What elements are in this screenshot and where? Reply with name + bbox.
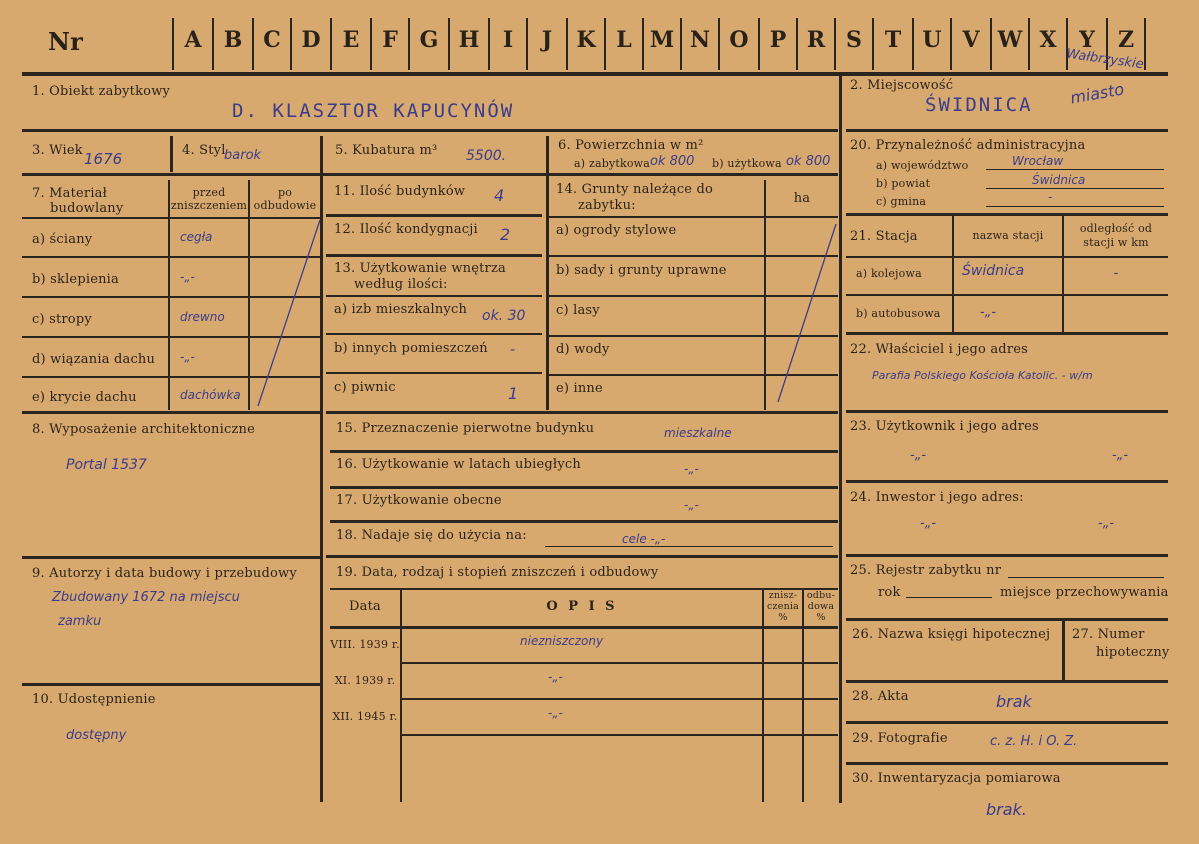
f7-row-value: drewno (180, 310, 225, 324)
f14-item: d) wody (556, 342, 610, 357)
f2-note: miasto (1068, 79, 1126, 108)
f26-label: 26. Nazwa księgi hipotecznej (852, 627, 1051, 642)
f13-c-label: c) piwnic (334, 380, 396, 395)
f10-label: 10. Udostępnienie (32, 692, 156, 707)
f27-label-1: 27. Numer (1072, 627, 1145, 642)
f4-value: barok (224, 148, 262, 163)
f5-value: 5500. (466, 148, 507, 164)
f26-f27-sep (1062, 620, 1065, 682)
f18-value: cele -„- (622, 532, 666, 546)
f7-col-after-2: odbudowie (253, 199, 317, 212)
f30-label: 30. Inwentaryzacja pomiarowa (852, 771, 1061, 786)
f28-rule (846, 721, 1168, 724)
letter-23: Y (1079, 27, 1095, 53)
f7-row-value: -„- (180, 270, 195, 284)
f24-value-2: -„- (1098, 516, 1115, 531)
letter-16: R (806, 27, 826, 53)
f24-label: 24. Inwestor i jego adres: (850, 490, 1024, 505)
f6-b-label: b) użytkowa (712, 157, 782, 170)
f21-head-rule (846, 256, 1168, 258)
f13-label-2: według ilości: (354, 277, 448, 292)
f21-col-name: nazwa stacji (972, 229, 1044, 242)
f19-row-date: XI. 1939 r. (334, 674, 396, 687)
f6-a-label: a) zabytkowa (574, 157, 651, 170)
f7-label-1: 7. Materiał (32, 186, 108, 201)
f6-a-value: ok 800 (650, 154, 695, 169)
f21-a-name: Świdnica (962, 263, 1025, 279)
f21-col-dist-1: odległość od (1079, 222, 1153, 235)
f3-label: 3. Wiek (32, 143, 83, 158)
f5-label: 5. Kubatura m³ (335, 143, 438, 158)
handwritten-region: Wałbrzyskie (1065, 46, 1145, 73)
f20-b-value: Świdnica (1032, 173, 1086, 187)
f16-rule (330, 486, 838, 489)
f17-label: 17. Użytkowanie obecne (336, 493, 502, 508)
f13-b-rule (326, 372, 542, 374)
f19-row-desc: -„- (548, 706, 563, 720)
f26-rule (846, 680, 1168, 683)
letter-11: L (616, 27, 632, 53)
f6-b-value: ok 800 (786, 154, 831, 169)
f18-rule (326, 555, 838, 558)
f13-label-1: 13. Użytkowanie wnętrza (334, 261, 506, 276)
f20-b-label: b) powiat (876, 177, 931, 190)
letter-12: M (649, 27, 675, 53)
f27-label-2: hipoteczny (1096, 645, 1170, 660)
f9-value-2: zamku (58, 614, 102, 629)
f7-row-label: d) wiązania dachu (32, 352, 156, 367)
letter-19: U (922, 27, 942, 53)
f17-rule (330, 520, 838, 523)
f22-value: Parafia Polskiego Kościoła Katolic. - w/m (872, 369, 1093, 382)
f14-unit: ha (793, 191, 811, 206)
f3-value: 1676 (84, 150, 123, 168)
letter-21: W (997, 27, 1023, 53)
f7-row-label: c) stropy (32, 312, 92, 327)
f12-rule (326, 254, 542, 257)
f20-a-label: a) województwo (876, 159, 969, 172)
f18-label: 18. Nadaje się do użycia na: (336, 528, 527, 543)
f7-row-label: a) ściany (32, 232, 93, 247)
f18-line (545, 546, 833, 547)
f8-label: 8. Wyposażenie architektoniczne (32, 422, 255, 437)
f23-label: 23. Użytkownik i jego adres (850, 419, 1039, 434)
letter-18: T (884, 27, 902, 53)
f21-b-label: b) autobusowa (856, 307, 941, 320)
f7-row-label: b) sklepienia (32, 272, 119, 287)
letter-22: X (1039, 27, 1057, 53)
f11-rule (326, 214, 542, 217)
f19-row-date: XII. 1945 r. (332, 710, 398, 723)
letter-8: I (502, 27, 514, 53)
f21-col-dist-2: stacji w km (1083, 236, 1149, 249)
f20-b-line (986, 188, 1164, 189)
letter-15: P (769, 27, 787, 53)
f19-row-rule (400, 734, 838, 736)
f28-value: brak (996, 692, 1032, 711)
letter-13: N (689, 27, 711, 53)
f7-row-label: e) krycie dachu (32, 390, 137, 405)
f7-col-after-1: po (277, 186, 293, 199)
f14-label-1: 14. Grunty należące do (556, 182, 714, 197)
row7-rule (22, 411, 320, 414)
f9-value-1: Zbudowany 1672 na miejscu (52, 590, 240, 605)
f23-rule (846, 480, 1168, 483)
f15-rule (330, 450, 838, 453)
f21-a-dist: - (1113, 266, 1119, 281)
letter-9: J (541, 27, 553, 53)
letter-4: E (342, 27, 360, 53)
f20-a-line (986, 169, 1164, 170)
f14-strike (766, 220, 838, 405)
f15-label: 15. Przeznaczenie pierwotne budynku (336, 421, 595, 436)
f5-f6-sep (546, 136, 549, 410)
f15-value: mieszkalne (664, 426, 732, 440)
f3-f4-sep (170, 136, 173, 172)
letter-20: V (962, 27, 980, 53)
f1-value: D. KLASZTOR KAPUCYNÓW (232, 100, 515, 122)
f7-col-before-1: przed (192, 186, 226, 199)
f7-row-value: cegła (180, 230, 213, 244)
f2-label: 2. Miejscowość (850, 78, 954, 93)
f13-b-label: b) innych pomieszczeń (334, 341, 488, 356)
f7-label-2: budowlany (50, 201, 124, 216)
letter-0: A (184, 27, 202, 53)
f20-rule (846, 213, 1168, 216)
f12-value: 2 (500, 225, 511, 244)
f19-col-destroyed-unit: % (778, 612, 788, 623)
f19-row-desc: niezniszczony (520, 634, 604, 648)
f6-label: 6. Powierzchnia w m² (558, 138, 704, 153)
nr-label: Nr (48, 27, 83, 56)
f19-label: 19. Data, rodzaj i stopień zniszczeń i odbudowy (336, 565, 659, 580)
f19-col-rebuilt-unit: % (816, 612, 826, 623)
header-rule (22, 72, 1168, 76)
letter-24: Z (1117, 27, 1135, 53)
f23-value-2: -„- (1112, 448, 1129, 463)
f19-sep-1 (400, 588, 402, 802)
f12-label: 12. Ilość kondygnacji (334, 222, 478, 237)
f25-rok-line (906, 597, 992, 598)
f7-strike (250, 218, 322, 408)
letter-6: G (419, 27, 439, 53)
f14-item: c) lasy (556, 303, 600, 318)
f7-row-value: dachówka (180, 388, 241, 402)
f20-c-line (986, 206, 1164, 207)
f8-rule (22, 556, 320, 559)
f28-label: 28. Akta (852, 689, 909, 704)
f7-col-before-2: zniszczeniem (170, 199, 248, 212)
f13-c-value: 1 (508, 384, 519, 403)
letter-17: S (846, 27, 862, 53)
f20-c-label: c) gmina (876, 195, 927, 208)
f14-item: b) sady i grunty uprawne (556, 263, 727, 278)
f14-item: a) ogrody stylowe (556, 223, 677, 238)
f24-rule (846, 554, 1168, 557)
f19-col-desc: O P I S (546, 599, 618, 614)
f11-label: 11. Ilość budynków (334, 184, 466, 199)
row1-rule-right (846, 129, 1168, 132)
f24-value-1: -„- (920, 516, 937, 531)
col-sep-right (839, 76, 842, 803)
f7-row-value: -„- (180, 350, 195, 364)
f13-a-label: a) izb mieszkalnych (334, 302, 468, 317)
f14-head-rule (548, 216, 838, 218)
f21-a-rule (846, 294, 1168, 296)
f19-head-rule (330, 626, 838, 629)
f19-col-destroyed-2: czenia (767, 601, 799, 612)
f19-row-desc: -„- (548, 670, 563, 684)
letter-5: F (382, 27, 398, 53)
f22-label: 22. Właściciel i jego adres (850, 342, 1029, 357)
f4-label: 4. Styl (182, 143, 226, 158)
letter-1: B (223, 27, 243, 53)
f19-col-date: Data (349, 599, 381, 614)
f10-value: dostępny (66, 728, 127, 743)
letter-10: K (576, 27, 596, 53)
f23-value-1: -„- (910, 448, 927, 463)
f11-value: 4 (494, 186, 505, 205)
f29-label: 29. Fotografie (852, 731, 948, 746)
f20-label: 20. Przynależność administracyjna (850, 138, 1086, 153)
f9-rule (22, 683, 320, 686)
f13-b-value: - (510, 342, 516, 358)
letter-14: O (729, 27, 749, 53)
f19-row-rule (400, 662, 838, 664)
f25-rok-label: rok (878, 585, 901, 600)
f9-label: 9. Autorzy i data budowy i przebudowy (32, 566, 297, 581)
letter-3: D (301, 27, 321, 53)
f19-col-rebuilt-1: odbu- (806, 590, 836, 601)
f19-row-date: VIII. 1939 r. (330, 638, 400, 651)
f25-nr-line (1008, 577, 1164, 578)
f19-col-destroyed-1: znisz- (768, 590, 798, 601)
f1-label: 1. Obiekt zabytkowy (32, 84, 171, 99)
f13-head-rule (326, 295, 542, 297)
f19-col-rebuilt-2: dowa (807, 601, 835, 612)
f20-a-value: Wrocław (1012, 154, 1064, 168)
f25-place-label: miejsce przechowywania (1000, 585, 1169, 600)
f25-rule (846, 618, 1168, 621)
f14-item: e) inne (556, 381, 603, 396)
f21-a-label: a) kolejowa (856, 267, 922, 280)
row11-rule (326, 411, 838, 414)
letter-divider (1144, 18, 1146, 70)
f8-value: Portal 1537 (66, 457, 147, 473)
row1-rule (22, 129, 838, 132)
f21-rule (846, 332, 1168, 335)
letter-2: C (263, 27, 281, 53)
f30-value: brak. (986, 800, 1027, 819)
f29-value: c. z. H. i O. Z. (990, 734, 1078, 749)
f21-label: 21. Stacja (850, 229, 918, 244)
f29-rule (846, 762, 1168, 765)
f19-row-rule (400, 698, 838, 700)
f13-a-rule (326, 333, 542, 335)
f2-value: ŚWIDNICA (925, 94, 1033, 116)
f13-a-value: ok. 30 (482, 308, 526, 324)
letter-7: H (458, 27, 480, 53)
f25-label: 25. Rejestr zabytku nr (850, 563, 1002, 578)
f14-label-2: zabytku: (578, 198, 636, 213)
f16-value: -„- (684, 462, 699, 476)
row2-rule (22, 173, 838, 176)
f20-c-value: - (1048, 190, 1053, 204)
f21-b-name: -„- (980, 305, 997, 320)
f16-label: 16. Użytkowanie w latach ubiegłych (336, 457, 581, 472)
f17-value: -„- (684, 498, 699, 512)
f22-rule (846, 410, 1168, 413)
